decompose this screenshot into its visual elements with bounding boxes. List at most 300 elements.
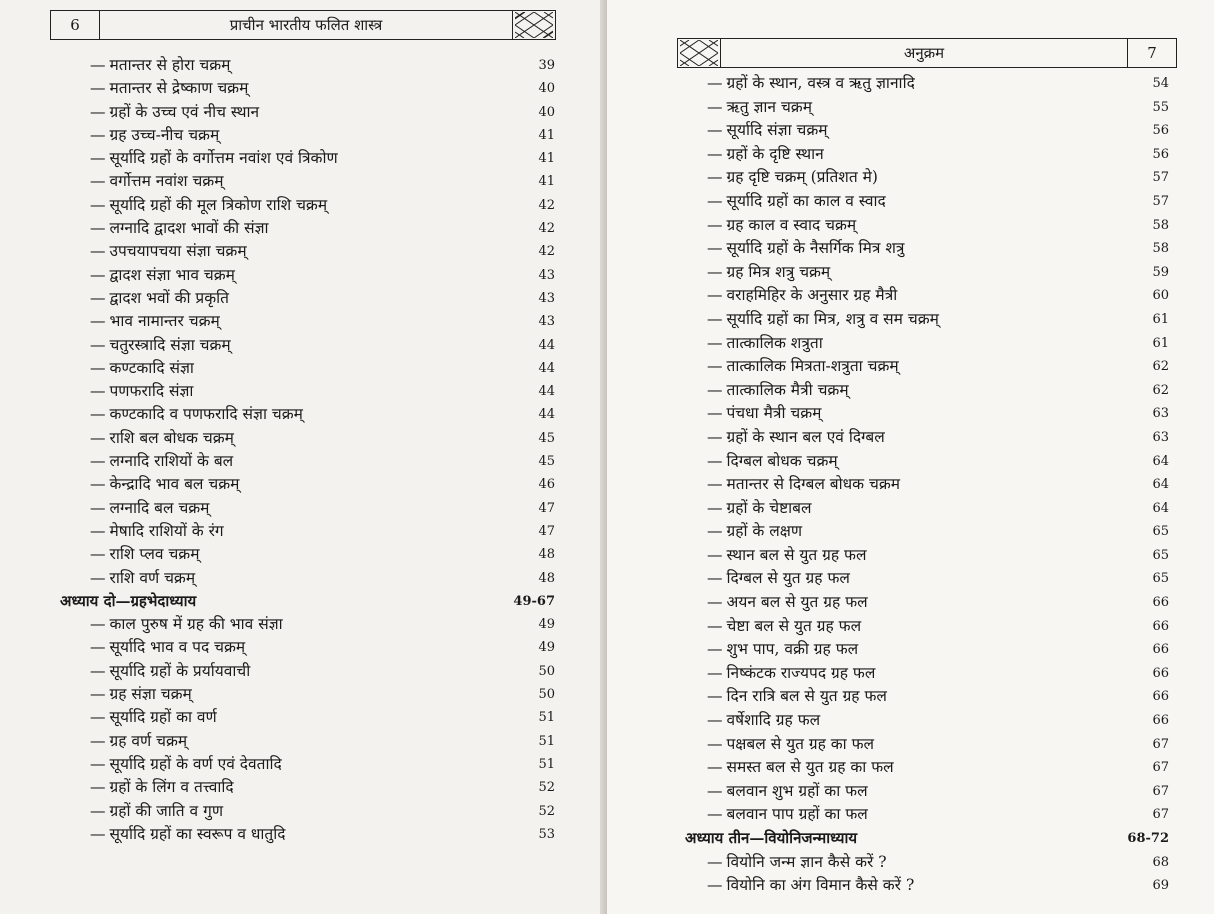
toc-entry-title <box>685 332 823 356</box>
toc-entry-text: ग्रह वर्ण चक्रम् <box>109 731 188 750</box>
toc-entry-title <box>60 357 194 380</box>
toc-entry-title <box>685 237 904 261</box>
toc-page-number: 44 <box>538 337 555 353</box>
toc-entry-text: सूर्यादि ग्रहों के नैसर्गिक मित्र शत्रु <box>726 239 905 258</box>
toc-entry <box>60 101 555 124</box>
dash-bullet: — <box>707 427 723 446</box>
toc-entry-title <box>685 803 868 827</box>
toc-entry <box>60 567 555 590</box>
toc-entry-title <box>685 355 899 379</box>
toc-entry-text: लग्नादि बल चक्रम् <box>109 498 210 517</box>
toc-page-number: 67 <box>1152 760 1169 776</box>
toc-page-number: 66 <box>1152 713 1169 729</box>
toc-entry <box>60 310 555 333</box>
toc-page-number: 67 <box>1152 783 1169 799</box>
toc-chapter-heading <box>60 590 555 613</box>
toc-entry-text: ग्रह संज्ञा चक्रम् <box>109 685 192 704</box>
toc-page-number: 59 <box>1152 264 1169 280</box>
toc-entry-title <box>60 170 223 193</box>
toc-page-number: 51 <box>538 710 555 726</box>
toc-page-number: 52 <box>538 803 555 819</box>
toc-page-number: 66 <box>1152 595 1169 611</box>
dash-bullet: — <box>707 687 723 706</box>
toc-entry-title <box>60 613 283 636</box>
dash-bullet: — <box>90 405 106 424</box>
toc-page-number: 51 <box>538 733 555 749</box>
toc-entry-title <box>685 827 857 851</box>
toc-page-number: 51 <box>538 756 555 772</box>
toc-list-right <box>685 72 1169 898</box>
toc-entry-title <box>685 450 838 474</box>
dash-bullet: — <box>90 708 106 727</box>
toc-entry <box>685 780 1169 804</box>
toc-entry-text: स्थान बल से युत ग्रह फल <box>726 545 867 564</box>
toc-entry-title <box>685 284 897 308</box>
dash-bullet: — <box>707 616 723 635</box>
toc-page-number: 65 <box>1152 547 1169 563</box>
toc-entry-text: ग्रहों के उच्च एवं नीच स्थान <box>109 102 260 121</box>
toc-page-number: 66 <box>1152 665 1169 681</box>
toc-entry-title <box>60 380 193 403</box>
toc-entry-title <box>60 147 338 170</box>
toc-entry-title <box>685 190 886 214</box>
toc-page-number: 41 <box>538 127 555 143</box>
toc-entry <box>685 214 1169 238</box>
toc-entry-text: दिग्बल से युत ग्रह फल <box>726 569 850 588</box>
toc-entry-text: सूर्यादि ग्रहों का काल व स्वाद <box>726 191 886 210</box>
toc-page-number: 62 <box>1152 359 1169 375</box>
toc-entry-title <box>60 497 209 520</box>
dash-bullet: — <box>90 731 106 750</box>
dash-bullet: — <box>707 805 723 824</box>
toc-entry-title <box>60 194 327 217</box>
toc-entry-title <box>685 567 850 591</box>
toc-entry-text: मेषादि राशियों के रंग <box>109 521 224 540</box>
toc-entry-text: ग्रहों के लक्षण <box>726 522 803 541</box>
toc-page-number: 58 <box>1152 241 1169 257</box>
toc-chapter-heading <box>685 827 1169 851</box>
toc-entry <box>685 544 1169 568</box>
dash-bullet: — <box>707 262 723 281</box>
toc-page-number: 69 <box>1152 878 1169 894</box>
dash-bullet: — <box>90 242 106 261</box>
toc-entry-title <box>685 308 939 332</box>
toc-entry-text: उपचयापचया संज्ञा चक्रम् <box>109 242 247 261</box>
dash-bullet: — <box>90 801 106 820</box>
toc-entry-text: राशि प्लव चक्रम् <box>109 545 200 564</box>
crosshatch-ornament-icon <box>512 11 555 39</box>
toc-entry-text: काल पुरुष में ग्रह की भाव संज्ञा <box>109 615 283 634</box>
toc-page-number: 41 <box>538 151 555 167</box>
toc-entry <box>60 683 555 706</box>
toc-entry-text: बलवान शुभ ग्रहों का फल <box>726 781 868 800</box>
toc-entry-title <box>685 874 914 898</box>
dash-bullet: — <box>707 215 723 234</box>
toc-page-number: 60 <box>1152 288 1169 304</box>
toc-entry <box>60 403 555 426</box>
running-title: प्राचीन भारतीय फलित शास्त्र <box>229 16 383 34</box>
toc-entry-title <box>60 403 303 426</box>
toc-entry-text: दिग्बल बोधक चक्रम् <box>726 451 838 470</box>
toc-entry <box>60 124 555 147</box>
toc-entry <box>685 662 1169 686</box>
toc-entry <box>685 874 1169 898</box>
toc-entry-title <box>685 402 821 426</box>
toc-page-number: 43 <box>538 290 555 306</box>
crosshatch-ornament-icon <box>678 39 721 67</box>
toc-entry-title <box>685 473 900 497</box>
dash-bullet: — <box>707 121 723 140</box>
toc-entry-text: द्वादश संज्ञा भाव चक्रम् <box>109 265 235 284</box>
toc-page-number: 66 <box>1152 689 1169 705</box>
toc-entry-text: अध्याय दो—ग्रहभेदाध्याय <box>60 591 197 610</box>
toc-entry-text: ग्रहों की जाति व गुण <box>109 801 224 820</box>
toc-page-number: 43 <box>538 267 555 283</box>
dash-bullet: — <box>90 358 106 377</box>
toc-entry-title <box>60 520 224 543</box>
toc-entry <box>60 147 555 170</box>
toc-entry-text: पंचधा मैत्री चक्रम् <box>726 404 822 423</box>
toc-entry-title <box>685 96 812 120</box>
dash-bullet: — <box>707 97 723 116</box>
toc-entry <box>60 217 555 240</box>
dash-bullet: — <box>90 638 106 657</box>
toc-page-number: 65 <box>1152 571 1169 587</box>
toc-entry-text: तात्कालिक शत्रुता <box>726 333 823 352</box>
dash-bullet: — <box>707 569 723 588</box>
toc-entry <box>60 264 555 287</box>
toc-entry <box>685 450 1169 474</box>
dash-bullet: — <box>707 239 723 258</box>
dash-bullet: — <box>707 498 723 517</box>
toc-entry-text: ग्रहों के स्थान, वस्त्र व ऋतु ज्ञानादि <box>726 74 915 92</box>
toc-entry-title <box>60 473 239 496</box>
toc-entry-title <box>60 287 229 310</box>
toc-entry-text: वराहमिहिर के अनुसार ग्रह मैत्री <box>726 286 898 305</box>
toc-page-number: 42 <box>538 221 555 237</box>
dash-bullet: — <box>90 568 106 587</box>
toc-entry-text: लग्नादि राशियों के बल <box>109 452 234 471</box>
toc-entry-title <box>685 780 868 804</box>
toc-entry-text: सूर्यादि भाव व पद चक्रम् <box>109 638 246 657</box>
dash-bullet: — <box>707 286 723 305</box>
dash-bullet: — <box>707 475 723 494</box>
toc-entry <box>685 166 1169 190</box>
toc-page-number: 43 <box>538 314 555 330</box>
toc-page-number: 62 <box>1152 382 1169 398</box>
toc-entry-title <box>60 776 234 799</box>
dash-bullet: — <box>90 545 106 564</box>
toc-page-number: 64 <box>1152 453 1169 469</box>
toc-entry-title <box>60 124 219 147</box>
toc-entry <box>685 72 1169 96</box>
toc-page-number: 48 <box>538 547 555 563</box>
toc-entry-text: बलवान पाप ग्रहों का फल <box>726 805 868 824</box>
toc-entry <box>60 660 555 683</box>
toc-page-number: 49-67 <box>513 593 555 609</box>
toc-entry <box>60 77 555 100</box>
toc-entry-title <box>60 54 230 77</box>
toc-entry-text: सूर्यादि ग्रहों के वर्गोत्तम नवांश एवं त्रिकोण <box>109 149 338 168</box>
dash-bullet: — <box>707 663 723 682</box>
page-number: 7 <box>1127 39 1176 67</box>
toc-page-number: 67 <box>1152 807 1169 823</box>
toc-entry <box>685 284 1169 308</box>
dash-bullet: — <box>90 149 106 168</box>
dash-bullet: — <box>90 521 106 540</box>
toc-entry-title <box>685 143 824 167</box>
dash-bullet: — <box>707 640 723 659</box>
toc-page-number: 54 <box>1152 76 1169 91</box>
toc-entry-text: ग्रहों के लिंग व तत्त्वादि <box>109 778 234 797</box>
dash-bullet: — <box>90 382 106 401</box>
toc-entry <box>685 190 1169 214</box>
toc-entry <box>60 520 555 543</box>
toc-entry <box>685 497 1169 521</box>
dash-bullet: — <box>90 754 106 773</box>
dash-bullet: — <box>707 522 723 541</box>
toc-entry <box>685 379 1169 403</box>
toc-entry-text: अध्याय तीन—वियोनिजन्माध्याय <box>685 829 858 847</box>
page-header <box>677 38 1177 68</box>
toc-page-number: 48 <box>538 570 555 586</box>
toc-page-number: 63 <box>1152 429 1169 445</box>
toc-entry-title <box>685 685 887 709</box>
toc-entry <box>685 473 1169 497</box>
toc-entry-title <box>60 730 187 753</box>
toc-entry <box>60 613 555 636</box>
toc-entry-title <box>685 426 885 450</box>
toc-page-number: 46 <box>538 477 555 493</box>
dash-bullet: — <box>707 852 723 871</box>
toc-entry-text: वियोनि का अंग विमान कैसे करें ? <box>726 876 915 895</box>
toc-entry-text: सूर्यादि ग्रहों का स्वरूप व धातुदि <box>109 824 286 843</box>
dash-bullet: — <box>707 734 723 753</box>
toc-entry <box>60 54 555 77</box>
toc-entry-text: वियोनि जन्म ज्ञान कैसे करें ? <box>726 852 887 871</box>
toc-entry <box>685 237 1169 261</box>
toc-page-number: 41 <box>538 174 555 190</box>
toc-page-number: 57 <box>1152 193 1169 209</box>
toc-page-number: 55 <box>1152 99 1169 115</box>
toc-entry-title <box>60 543 199 566</box>
dash-bullet: — <box>90 79 106 98</box>
dash-bullet: — <box>90 615 106 634</box>
toc-entry <box>685 143 1169 167</box>
toc-entry <box>60 800 555 823</box>
toc-entry-title <box>685 166 878 190</box>
toc-page-number: 52 <box>538 780 555 796</box>
toc-entry-text: भाव नामान्तर चक्रम् <box>109 312 220 331</box>
toc-entry-text: ऋतु ज्ञान चक्रम् <box>726 97 812 116</box>
dash-bullet: — <box>707 781 723 800</box>
dash-bullet: — <box>90 195 106 214</box>
toc-page-number: 39 <box>538 58 555 73</box>
toc-entry <box>685 733 1169 757</box>
toc-list-left <box>60 54 555 846</box>
dash-bullet: — <box>90 824 106 843</box>
toc-entry-text: अयन बल से युत ग्रह फल <box>726 593 868 612</box>
toc-entry-text: कण्टकादि संज्ञा <box>109 358 194 377</box>
toc-entry-text: सूर्यादि ग्रहों का वर्ण <box>109 708 217 727</box>
toc-entry-text: वर्गोत्तम नवांश चक्रम् <box>109 172 224 191</box>
toc-entry <box>685 803 1169 827</box>
toc-entry-text: शुभ पाप, वक्री ग्रह फल <box>726 640 859 659</box>
toc-entry-title <box>685 615 861 639</box>
toc-entry-title <box>60 683 192 706</box>
toc-entry-text: सूर्यादि संज्ञा चक्रम् <box>726 121 828 140</box>
toc-entry-title <box>60 240 247 263</box>
toc-entry <box>60 730 555 753</box>
toc-entry-title <box>60 101 259 124</box>
toc-page-number: 47 <box>538 523 555 539</box>
toc-entry-title <box>685 520 802 544</box>
toc-entry-text: सूर्यादि ग्रहों के वर्ण एवं देवतादि <box>109 754 282 773</box>
toc-entry-text: कण्टकादि व पणफरादि संज्ञा चक्रम् <box>109 405 303 424</box>
toc-entry-text: पणफरादि संज्ञा <box>109 382 194 401</box>
toc-entry <box>60 450 555 473</box>
toc-entry <box>685 709 1169 733</box>
dash-bullet: — <box>90 498 106 517</box>
toc-page-number: 66 <box>1152 618 1169 634</box>
toc-entry-text: केन्द्रादि भाव बल चक्रम् <box>109 475 240 494</box>
dash-bullet: — <box>707 380 723 399</box>
toc-entry-text: वर्षेशादि ग्रह फल <box>726 711 821 730</box>
dash-bullet: — <box>90 661 106 680</box>
toc-entry-text: राशि बल बोधक चक्रम् <box>109 428 234 447</box>
toc-entry-title <box>60 706 217 729</box>
toc-entry-text: चेष्टा बल से युत ग्रह फल <box>726 616 862 635</box>
toc-page-number: 44 <box>538 360 555 376</box>
dash-bullet: — <box>90 102 106 121</box>
toc-page-number: 42 <box>538 244 555 260</box>
dash-bullet: — <box>707 593 723 612</box>
toc-entry-text: ग्रह काल व स्वाद चक्रम् <box>726 215 857 234</box>
toc-entry-text: तात्कालिक मित्रता-शत्रुता चक्रम् <box>726 357 899 376</box>
toc-entry-title <box>60 660 250 683</box>
dash-bullet: — <box>90 219 106 238</box>
toc-entry-text: ग्रह उच्च-नीच चक्रम् <box>109 125 220 144</box>
toc-entry <box>685 685 1169 709</box>
toc-entry-title <box>685 119 828 143</box>
toc-page-number: 56 <box>1152 146 1169 162</box>
toc-entry-title <box>685 214 856 238</box>
toc-entry-title <box>60 334 231 357</box>
toc-entry-text: चतुरस्त्रादि संज्ञा चक्रम् <box>109 335 231 354</box>
toc-entry-text: तात्कालिक मैत्री चक्रम् <box>726 380 849 399</box>
toc-entry-title <box>685 591 868 615</box>
toc-entry-title <box>685 379 849 403</box>
toc-entry <box>685 119 1169 143</box>
toc-entry <box>60 170 555 193</box>
toc-entry <box>60 753 555 776</box>
toc-entry-text: सूर्यादि ग्रहों की मूल त्रिकोण राशि चक्रम् <box>109 195 328 214</box>
toc-entry <box>685 332 1169 356</box>
toc-entry <box>685 591 1169 615</box>
toc-page-number: 53 <box>538 826 555 842</box>
toc-entry <box>685 402 1169 426</box>
toc-page-number: 56 <box>1152 123 1169 139</box>
dash-bullet: — <box>707 545 723 564</box>
toc-page-number: 64 <box>1152 477 1169 493</box>
dash-bullet: — <box>90 172 106 191</box>
toc-entry-text: समस्त बल से युत ग्रह का फल <box>726 758 894 777</box>
dash-bullet: — <box>707 876 723 895</box>
toc-entry <box>685 756 1169 780</box>
toc-entry <box>60 357 555 380</box>
toc-entry-title <box>60 567 195 590</box>
toc-page-number: 44 <box>538 407 555 423</box>
toc-entry-title <box>685 851 887 875</box>
toc-entry-title <box>685 756 894 780</box>
toc-page-number: 65 <box>1152 524 1169 540</box>
toc-entry <box>60 636 555 659</box>
dash-bullet: — <box>707 357 723 376</box>
dash-bullet: — <box>90 475 106 494</box>
toc-entry-title <box>60 590 196 613</box>
dash-bullet: — <box>707 191 723 210</box>
toc-entry-text: लग्नादि द्वादश भावों की संज्ञा <box>109 219 269 238</box>
toc-entry-title <box>60 217 269 240</box>
toc-entry-text: पक्षबल से युत ग्रह का फल <box>726 734 875 753</box>
toc-entry <box>60 706 555 729</box>
toc-entry <box>60 497 555 520</box>
toc-page-number: 44 <box>538 384 555 400</box>
toc-entry-title <box>685 638 858 662</box>
toc-entry <box>685 261 1169 285</box>
toc-entry-text: द्वादश भवों की प्रकृति <box>109 288 229 307</box>
dash-bullet: — <box>707 333 723 352</box>
toc-page-number: 67 <box>1152 736 1169 752</box>
dash-bullet: — <box>707 144 723 163</box>
toc-entry <box>60 473 555 496</box>
toc-entry <box>685 851 1169 875</box>
toc-entry <box>60 287 555 310</box>
toc-page-number: 40 <box>538 81 555 97</box>
toc-entry-text: मतान्तर से होरा चक्रम् <box>109 56 231 74</box>
dash-bullet: — <box>90 778 106 797</box>
page-number: 6 <box>51 11 100 39</box>
dash-bullet: — <box>707 168 723 187</box>
dash-bullet: — <box>707 451 723 470</box>
toc-entry-title <box>60 823 286 846</box>
toc-entry-title <box>685 497 812 521</box>
toc-entry-text: ग्रहों के चेष्टाबल <box>726 498 812 517</box>
toc-entry <box>685 567 1169 591</box>
toc-page-number: 64 <box>1152 500 1169 516</box>
toc-entry-text: ग्रह दृष्टि चक्रम् (प्रतिशत मे) <box>726 168 878 187</box>
toc-page-number: 63 <box>1152 406 1169 422</box>
dash-bullet: — <box>90 335 106 354</box>
toc-entry <box>60 334 555 357</box>
toc-page-number: 50 <box>538 663 555 679</box>
dash-bullet: — <box>90 685 106 704</box>
toc-page-number: 47 <box>538 500 555 516</box>
toc-entry-text: मतान्तर से दिग्बल बोधक चक्रम <box>726 475 901 494</box>
toc-entry-title <box>60 264 235 287</box>
toc-entry <box>60 776 555 799</box>
toc-entry-text: दिन रात्रि बल से युत ग्रह फल <box>726 687 887 706</box>
toc-entry <box>685 96 1169 120</box>
dash-bullet: — <box>90 125 106 144</box>
toc-entry-text: सूर्यादि ग्रहों के प्रर्यायवाची <box>109 661 251 680</box>
toc-entry <box>685 615 1169 639</box>
toc-entry <box>60 380 555 403</box>
toc-entry <box>685 520 1169 544</box>
toc-page-number: 45 <box>538 454 555 470</box>
toc-entry <box>60 427 555 450</box>
toc-entry-title <box>685 72 915 96</box>
